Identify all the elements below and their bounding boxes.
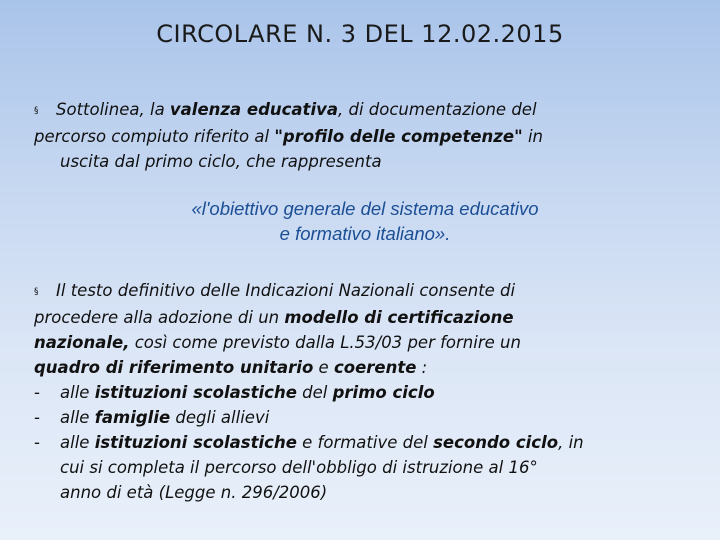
- coerente: coerente: [333, 358, 417, 377]
- p2-line-4: [34, 355, 694, 380]
- p2-line-2: [34, 305, 694, 330]
- paragraph-one: [34, 97, 694, 174]
- slide-title: CIRCOLARE N. 3 DEL 12.02.2015: [156, 20, 564, 48]
- dash-icon: -: [34, 408, 40, 427]
- p1-line-1: [34, 97, 694, 124]
- p1-text: Sottolinea, la: [56, 100, 170, 119]
- quote-block: [0, 196, 720, 246]
- bullet-icon: §: [34, 287, 39, 297]
- item-text: alle: [60, 408, 95, 427]
- quote-line-1: «l'obiettivo generale del sistema educativo: [191, 198, 539, 219]
- p2-text: così come previsto dalla L.53/03 per fornire un: [129, 333, 521, 352]
- dash-icon: -: [34, 433, 40, 452]
- dash-icon: -: [34, 383, 40, 402]
- item-bold: secondo ciclo: [433, 433, 559, 452]
- p1-line-2: [34, 124, 694, 149]
- item-bold: istituzioni scolastiche: [94, 433, 297, 452]
- p1-text: percorso compiuto riferito al: [34, 127, 275, 146]
- p2-text: :: [416, 358, 428, 377]
- nazionale: nazionale,: [34, 333, 130, 352]
- modello-certificazione: modello di certificazione: [284, 308, 514, 327]
- p1-text: , di documentazione del: [337, 100, 537, 119]
- item-bold: famiglie: [94, 408, 171, 427]
- list-item-3: [34, 430, 694, 455]
- quadro-riferimento: quadro di riferimento unitario: [34, 358, 314, 377]
- item-text: del: [296, 383, 333, 402]
- profilo-competenze: "profilo delle competenze": [274, 127, 523, 146]
- p2-line-3: [34, 330, 694, 355]
- item-text: alle: [60, 433, 95, 452]
- p1-line-3: uscita dal primo ciclo, che rappresenta: [60, 152, 382, 171]
- item-bold: istituzioni scolastiche: [94, 383, 297, 402]
- valenza-educativa: valenza educativa: [169, 100, 338, 119]
- p2-text: procedere alla adozione di un: [34, 308, 285, 327]
- item-text: alle: [60, 383, 95, 402]
- p2-line-1: [34, 278, 694, 305]
- bullet-icon: §: [34, 106, 39, 116]
- list-item-3-line-3: anno di età (Legge n. 296/2006): [60, 483, 328, 502]
- item-text: , in: [558, 433, 584, 452]
- p1-text: in: [522, 127, 543, 146]
- list-item-3-line-2: cui si completa il percorso dell'obbligo di istruzione al 16°: [60, 458, 538, 477]
- item-bold: primo ciclo: [332, 383, 435, 402]
- item-text: degli allievi: [170, 408, 270, 427]
- list-item-1: [34, 380, 694, 405]
- item-text: e formative del: [296, 433, 434, 452]
- p2-text: Il testo definitivo delle Indicazioni Nazionali consente di: [56, 281, 516, 300]
- quote-line-2: e formativo italiano».: [279, 223, 451, 244]
- p2-text: e: [313, 358, 334, 377]
- paragraph-two: [34, 278, 694, 505]
- list-item-2: [34, 405, 694, 430]
